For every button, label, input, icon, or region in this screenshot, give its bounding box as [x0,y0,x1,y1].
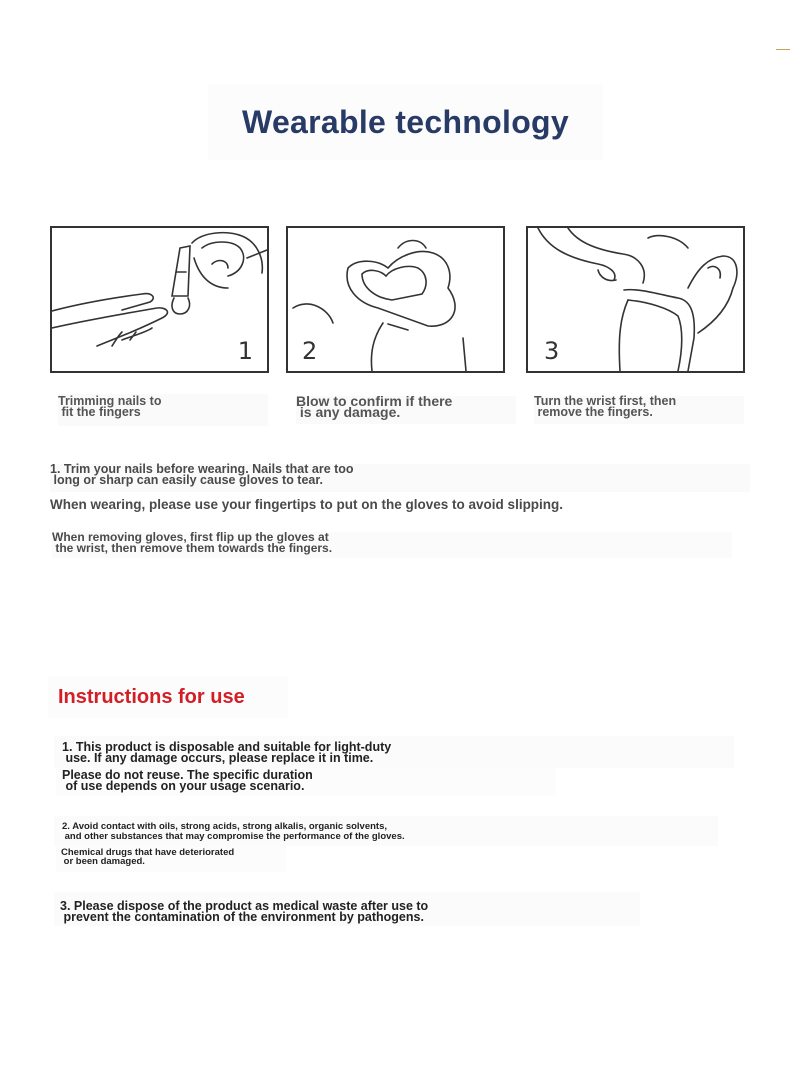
instruction-item-3: 3. Please dispose of the product as medical waste after use to prevent the contamination of the environment by pathogens. [54,892,640,926]
step-number: 2 [302,337,318,365]
step-2-illustration [286,226,505,373]
instruction-item-2a: 2. Avoid contact with oils, strong acids, strong alkalis, organic solvents, and other substances that may compromise the performance of the gloves. [54,816,718,846]
instruction-item-1b: Please do not reuse. The specific duration of use depends on your usage scenario. [56,768,556,796]
page-title: Wearable technology [208,84,603,160]
step-number: 1 [237,337,253,365]
step-3-caption: Turn the wrist first, then remove the fingers. [534,396,744,424]
glove-inflate-illustration [288,228,503,371]
note-wearing: When wearing, please use your fingertips to put on the gloves to avoid slipping. [50,497,564,512]
step-1-illustration [50,226,269,373]
instruction-item-1a: 1. This product is disposable and suitable for light-duty use. If any damage occurs, please replace it in time. [54,736,734,768]
step-3-illustration [526,226,745,373]
step-number: 3 [544,337,560,365]
note-removing: When removing gloves, first flip up the gloves at the wrist, then remove them towards the fingers. [52,532,732,558]
note-trim-nails: 1. Trim your nails before wearing. Nails that are too long or sharp can easily cause gloves to tear. [50,464,750,492]
glove-removal-illustration [528,228,743,371]
corner-mark [776,49,790,50]
nail-clipper-illustration [52,228,267,371]
instructions-title: Instructions for use [48,676,288,718]
instruction-item-2b: Chemical drugs that have deteriorated or been damaged. [56,846,286,872]
step-1-caption: Trimming nails to fit the fingers [58,394,268,426]
step-2-caption: Blow to confirm if there is any damage. [296,396,516,424]
